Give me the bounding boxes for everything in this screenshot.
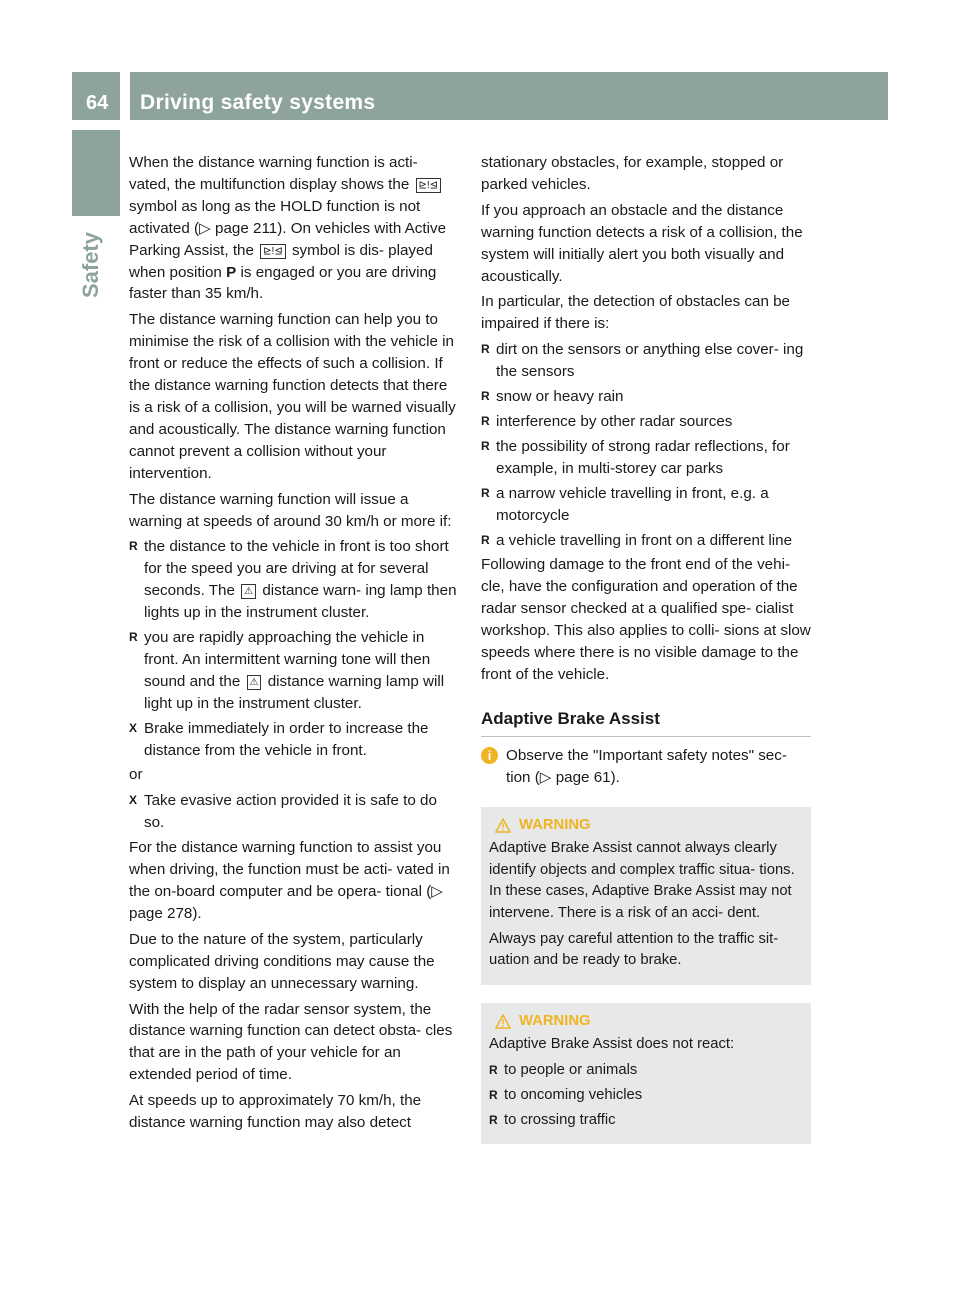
page-number: 64 bbox=[86, 92, 109, 114]
text: page 211). On vehicles with Active Parking Assist, the bbox=[129, 219, 447, 259]
list-item-text: to oncoming vehicles bbox=[504, 1086, 643, 1103]
list-item-text: interference by other radar sources bbox=[496, 412, 733, 430]
action-step bbox=[129, 718, 459, 762]
right-column bbox=[481, 152, 811, 1144]
list-item-text: a vehicle travelling in front on a different line bbox=[496, 531, 793, 549]
paragraph: The distance warning function will issue a warning at speeds of around 30 km/h or more if: bbox=[129, 490, 452, 530]
hold-symbol-icon: ⊵!⊴ bbox=[260, 244, 286, 259]
warning-triangle-icon bbox=[495, 818, 511, 833]
bullet-icon: R bbox=[481, 389, 490, 404]
gear-position: P bbox=[226, 263, 237, 281]
list-item bbox=[129, 627, 459, 715]
action-step bbox=[129, 790, 459, 834]
text: When the distance warning function is acti- vated, the multifunction display shows the bbox=[129, 154, 418, 193]
list-item bbox=[481, 436, 811, 480]
info-text: Observe the "Important safety notes" sec- tion (▷ page 61). bbox=[506, 746, 787, 786]
warning-box bbox=[481, 807, 811, 985]
list-item bbox=[481, 483, 811, 527]
bullet-icon: R bbox=[489, 1112, 498, 1127]
warning-text: Adaptive Brake Assist does not react: bbox=[489, 1036, 735, 1053]
side-tab-block bbox=[72, 130, 120, 216]
bullet-icon: R bbox=[481, 413, 490, 428]
warning-header bbox=[489, 815, 803, 837]
side-tab-label: Safety bbox=[78, 232, 103, 299]
bullet-icon: R bbox=[481, 438, 490, 453]
bullet-icon: R bbox=[129, 630, 138, 645]
left-column bbox=[129, 152, 459, 1138]
bullet-icon: R bbox=[481, 485, 490, 500]
bullet-icon: R bbox=[489, 1087, 498, 1102]
paragraph: With the help of the radar sensor system, the distance warning function can detect obsta- cles that are in the path of your vehicle for an extended period of time. bbox=[129, 1000, 453, 1084]
page-ref-icon: ▷ bbox=[431, 883, 443, 900]
page-title: Driving safety systems bbox=[140, 91, 376, 114]
warning-triangle-icon bbox=[495, 1014, 511, 1029]
paragraph: Due to the nature of the system, particularly complicated driving conditions may cause the system to display an unnecessary warning. bbox=[129, 930, 435, 992]
list-item-text: dirt on the sensors or anything else cover- ing the sensors bbox=[496, 341, 804, 381]
paragraph: Following damage to the front end of the vehi- cle, have the configuration and operation of the radar sensor checked at a qualified spe- cialist workshop. This also applies to colli- sions at slow speeds where there is no visible damage to the front of the vehicle. bbox=[481, 556, 811, 683]
paragraph: For the distance warning function to assist you when driving, the function must be acti- vated in the on-board computer and be opera- tional (▷ page 278). bbox=[129, 839, 450, 922]
list-item bbox=[489, 1085, 803, 1107]
warning-box bbox=[481, 1003, 811, 1144]
warning-lamp-icon: ⚠ bbox=[247, 675, 262, 690]
warning-label: WARNING bbox=[519, 1012, 591, 1029]
list-item bbox=[489, 1110, 803, 1132]
paragraph: If you approach an obstacle and the distance warning function detects a risk of a collision, the system will initially alert you both visually and acoustically. bbox=[481, 201, 803, 285]
list-item-text: the possibility of strong radar reflections, for example, in multi-storey car parks bbox=[496, 437, 790, 477]
list-item-text: snow or heavy rain bbox=[496, 388, 624, 406]
section-title: Adaptive Brake Assist bbox=[481, 708, 811, 737]
list-item bbox=[489, 1060, 803, 1082]
bullet-icon: R bbox=[481, 342, 490, 357]
paragraph: The distance warning function can help you to minimise the risk of a collision with the vehicle in front or reduce the effects of such a collision. If the distance warning function detects that there is a risk of a collision, you will be warned visually and acoustically. The distance warning function cannot prevent a collision without your intervention. bbox=[129, 311, 456, 482]
warning-text: Adaptive Brake Assist cannot always clearly identify objects and complex traffic situa- tions. In these cases, Adaptive Brake Assist may not intervene. There is a risk of an acci- dent. bbox=[489, 840, 795, 921]
text: symbol as long as the HOLD function is not activated ( bbox=[129, 197, 421, 237]
list-item-text: to people or animals bbox=[504, 1061, 638, 1078]
action-text: Take evasive action provided it is safe to do so. bbox=[144, 792, 437, 832]
list-item bbox=[481, 530, 811, 552]
list-item-text: the distance to the vehicle in front is too short for the speed you are driving at for several seconds. The ⚠ distance warn- ing lamp then lights up in the instrument cluster. bbox=[144, 538, 457, 622]
text: symbol is dis- played when position bbox=[129, 241, 433, 281]
arrow-icon: X bbox=[129, 720, 138, 735]
paragraph: At speeds up to approximately 70 km/h, the distance warning function may also detect bbox=[129, 1092, 422, 1132]
list-item bbox=[481, 339, 811, 383]
bullet-icon: R bbox=[481, 532, 490, 547]
bullet-icon: R bbox=[489, 1062, 498, 1077]
page-ref-icon: ▷ bbox=[199, 219, 211, 237]
warning-label: WARNING bbox=[519, 816, 591, 833]
paragraph: stationary obstacles, for example, stopped or parked vehicles. bbox=[481, 154, 784, 193]
list-item-text: a narrow vehicle travelling in front, e.g. a motorcycle bbox=[496, 484, 769, 524]
page-ref-icon: ▷ bbox=[539, 768, 552, 786]
text: is engaged or you are driving faster than 35 km/h. bbox=[129, 263, 437, 303]
info-note bbox=[481, 745, 811, 789]
list-item-text: to crossing traffic bbox=[504, 1111, 616, 1128]
paragraph bbox=[129, 152, 459, 305]
arrow-icon: X bbox=[129, 793, 138, 808]
warning-header bbox=[489, 1011, 803, 1033]
warning-lamp-icon: ⚠ bbox=[241, 584, 256, 599]
paragraph: In particular, the detection of obstacles can be impaired if there is: bbox=[481, 293, 791, 333]
list-item bbox=[129, 536, 459, 624]
hold-symbol-icon: ⊵!⊴ bbox=[416, 178, 442, 193]
list-item bbox=[481, 411, 811, 433]
warning-text: Always pay careful attention to the traffic sit- uation and be ready to brake. bbox=[489, 930, 779, 969]
action-text: Brake immediately in order to increase the distance from the vehicle in front. bbox=[144, 719, 429, 759]
or-text: or bbox=[129, 766, 143, 784]
info-icon: i bbox=[481, 747, 498, 764]
list-item-text: you are rapidly approaching the vehicle in front. An intermittent warning tone will then sound and the ⚠ distance warning lamp will light up in the instrument cluster. bbox=[144, 629, 445, 712]
list-item bbox=[481, 386, 811, 408]
bullet-icon: R bbox=[129, 539, 138, 554]
